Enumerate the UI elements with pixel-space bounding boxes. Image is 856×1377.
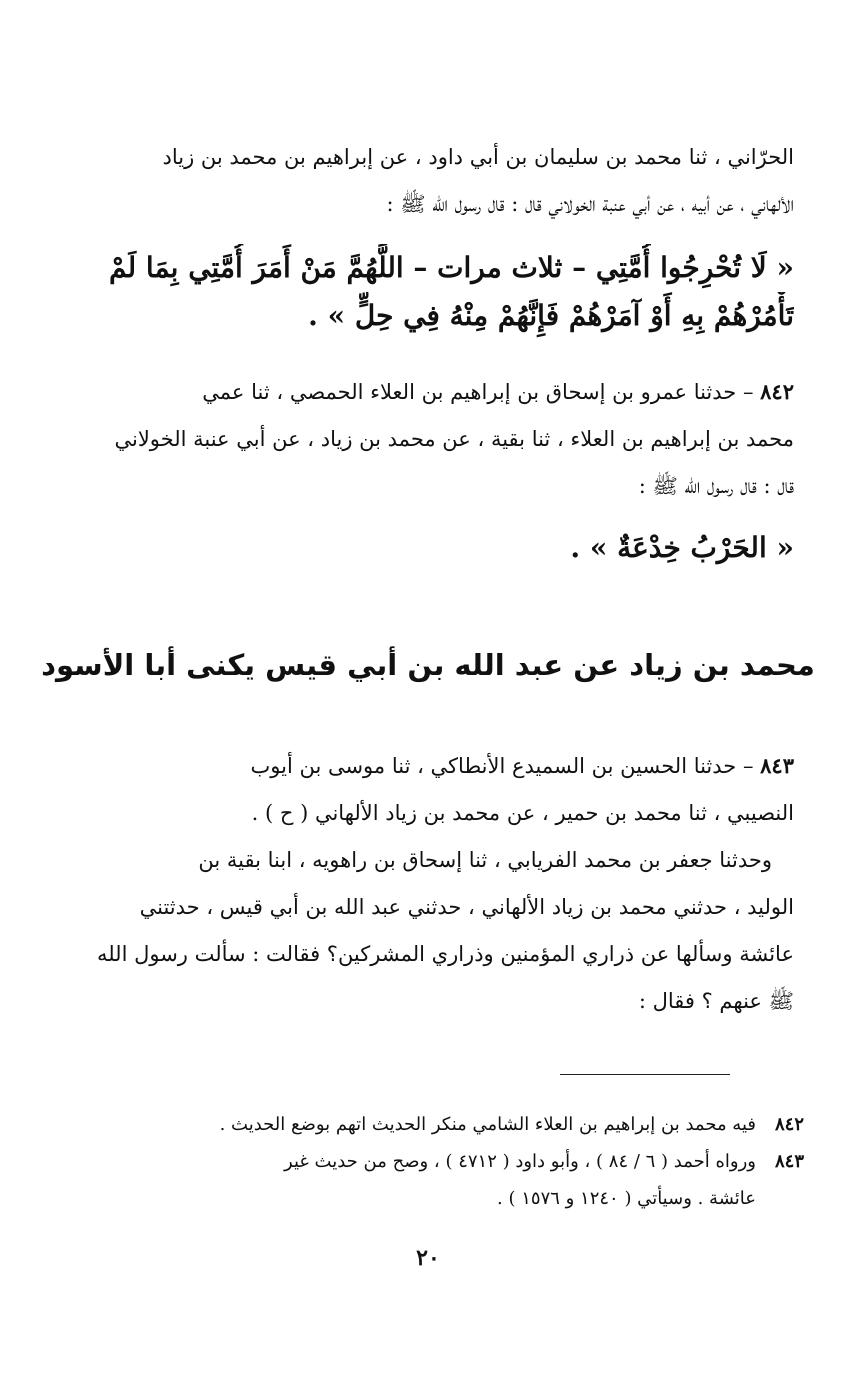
text-line: الألهاني ، عن أبيه ، عن أبي عنبة الخولاني قال : قال رسول الله ﷺ :	[386, 192, 794, 216]
text-line: عائشة وسألها عن ذراري المؤمنين وذراري المشركين؟ فقالت : سألت رسول الله	[96, 942, 794, 966]
section-heading: محمد بن زياد عن عبد الله بن أبي قيس يكنى أبا الأسود	[41, 648, 815, 682]
quote-line: « لَا تُحْرِجُوا أُمَّتِي – ثلاث مرات – اللَّهُمَّ مَنْ أَمَرَ أُمَّتِي بِمَا لَمْ	[109, 251, 794, 284]
hadith-continuation	[59, 134, 794, 228]
text-line: وحدثنا جعفر بن محمد الفريابي ، ثنا إسحاق بن راهويه ، ابنا بقية بن	[198, 848, 772, 872]
footnote-number: ٨٤٢	[774, 1114, 804, 1135]
text-line: قال : قال رسول الله ﷺ :	[638, 474, 794, 498]
page-number: ٢٠	[416, 1245, 440, 1271]
text-line: الوليد ، حدثني محمد بن زياد الألهاني ، حدثني عبد الله بن أبي قيس ، حدثتني	[139, 895, 794, 919]
text-line: الحرّاني ، ثنا محمد بن سليمان بن أبي داود ، عن إبراهيم بن محمد بن زياد	[162, 145, 794, 169]
text-line: ﷺ عنهم ؟ فقال :	[638, 989, 794, 1013]
footnote-separator	[560, 1074, 730, 1075]
text-line: ٨٤٢ – حدثنا عمرو بن إسحاق بن إبراهيم بن العلاء الحمصي ، ثنا عمي	[202, 379, 794, 404]
footnote-843	[59, 1143, 804, 1217]
quote-line: « الحَرْبُ خِدْعَةٌ » .	[570, 531, 794, 564]
footnote-text: عائشة . وسيأتي ( ١٢٤٠ و ١٥٧٦ ) .	[497, 1188, 756, 1209]
text-line: ٨٤٣ – حدثنا الحسين بن السميدع الأنطاكي ، ثنا موسى بن أيوب	[250, 753, 794, 778]
footnote-text: فيه محمد بن إبراهيم بن العلاء الشامي منكر الحديث اتهم بوضع الحديث .	[219, 1114, 756, 1135]
text-line: محمد بن إبراهيم بن العلاء ، ثنا بقية ، عن محمد بن زياد ، عن أبي عنبة الخولاني	[114, 427, 794, 451]
hadith-842-quote	[59, 524, 794, 572]
quote-line: تَأْمُرْهُمْ بِهِ أَوْ آمَرْهُمْ فَإِنَّهُمْ مِنْهُ فِي حِلٍّ » .	[308, 299, 794, 332]
hadith-number: ٨٤٣	[760, 753, 794, 778]
text-line: النصيبي ، ثنا محمد بن حمير ، عن محمد بن زياد الألهاني ( ح ) .	[251, 801, 794, 825]
footnote-842	[59, 1106, 804, 1143]
prophetic-quote	[59, 244, 794, 340]
footnote-number: ٨٤٣	[774, 1151, 804, 1172]
hadith-number: ٨٤٢	[760, 379, 794, 404]
footnote-text: ورواه أحمد ( ٦ / ٨٤ ) ، وأبو داود ( ٤٧١٢ ) ، وصح من حديث غير	[284, 1151, 756, 1172]
hadith-843	[59, 742, 794, 1025]
hadith-842	[59, 368, 794, 510]
